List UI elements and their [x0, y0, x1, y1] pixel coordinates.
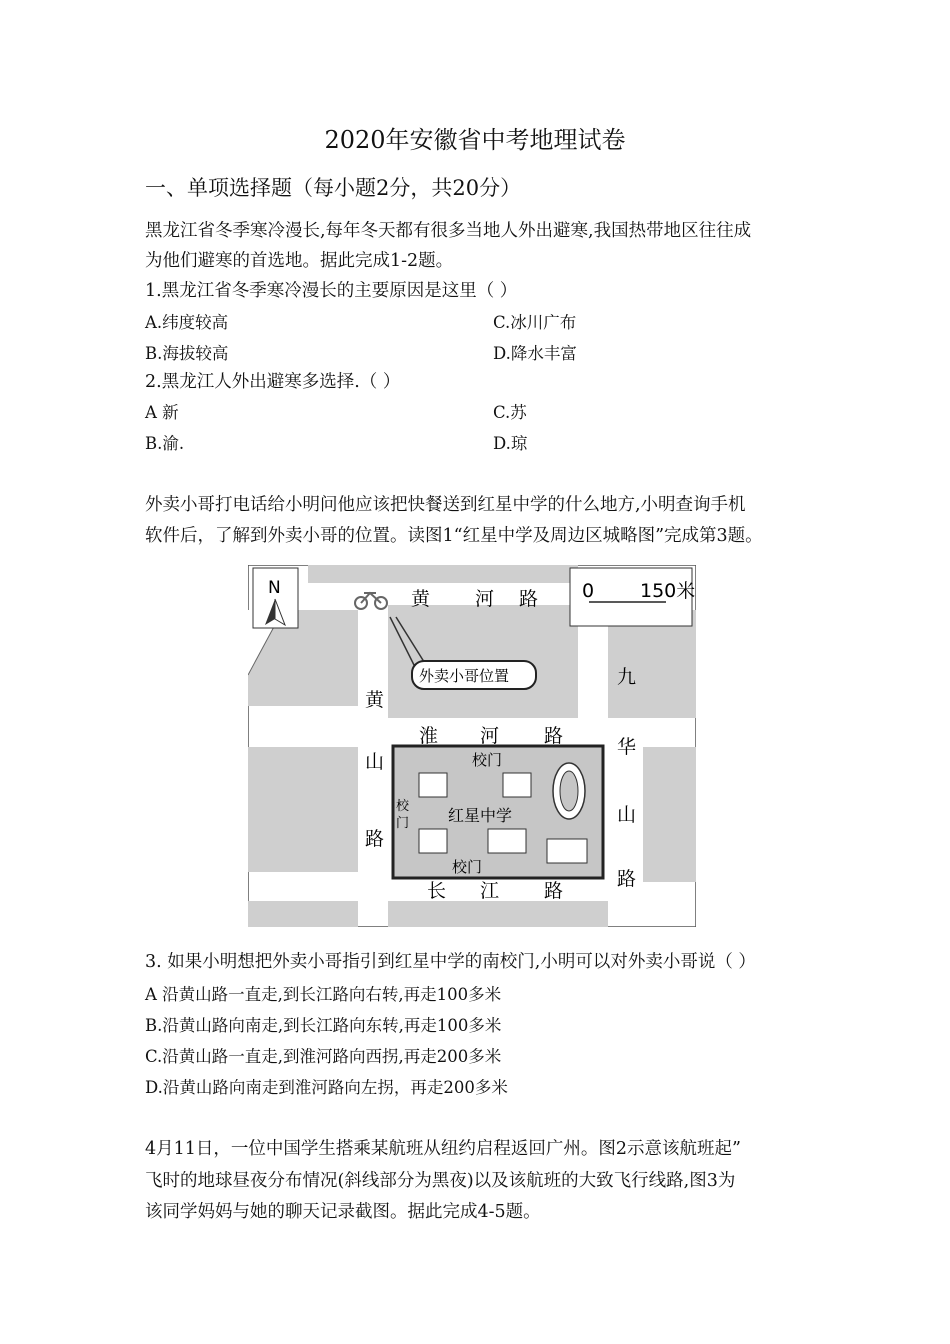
road-huanghe-char: 黄 [411, 588, 431, 610]
block-top [308, 565, 578, 583]
scale-zero: 0 [582, 580, 595, 602]
road-jiuhuashan-char: 路 [617, 868, 637, 890]
q1-option-b: B.海拔较高 [145, 344, 229, 363]
intro1-line2: 为他们避寒的首选地。据此完成1-2题。 [145, 251, 454, 271]
building [419, 773, 447, 797]
intro2-line2: 软件后，了解到外卖小哥的位置。读图1“红星中学及周边区城略图”完成第3题。 [145, 526, 763, 546]
block-w [248, 747, 358, 872]
building [547, 839, 587, 863]
road-jiuhuashan-char: 山 [617, 804, 637, 826]
q3-option-b: B.沿黄山路向南走,到长江路向东转,再走100多米 [145, 1016, 502, 1035]
road-jiuhuashan-char: 九 [617, 666, 637, 688]
road-changjiang-char: 长 [427, 880, 447, 902]
road-huanghe-char: 路 [519, 588, 539, 610]
q2-option-a: A 新 [145, 403, 179, 422]
scale-unit: 150米 [640, 580, 696, 602]
school-name: 红星中学 [448, 806, 513, 825]
block-s [388, 901, 608, 927]
q3-option-c: C.沿黄山路一直走,到淮河路向西拐,再走200多米 [145, 1047, 502, 1066]
road-changjiang-char: 江 [480, 880, 500, 902]
gate-west-label: 门 [396, 816, 410, 831]
block-e [643, 747, 696, 882]
q3-option-d: D.沿黄山路向南走到淮河路向左拐，再走200多米 [145, 1078, 508, 1097]
road-huanghe-char: 河 [475, 588, 495, 610]
q1-option-d: D.降水丰富 [493, 344, 577, 363]
gate-south-label: 校门 [452, 858, 483, 876]
intro2-line1: 外卖小哥打电话给小明问他应该把快餐送到红星中学的什么地方,小明查询手机 [145, 495, 746, 515]
page-title: 2020年安徽省中考地理试卷 [324, 126, 626, 154]
q3-option-a: A 沿黄山路一直走,到长江路向右转,再走100多米 [145, 985, 502, 1004]
intro1-line1: 黑龙江省冬季寒冷漫长,每年冬天都有很多当地人外出避寒,我国热带地区往往成 [145, 221, 752, 241]
q3-stem: 3. 如果小明想把外卖小哥指引到红星中学的南校门,小明可以对外卖小哥说（ ） [145, 952, 756, 972]
road-huangshan-char: 山 [365, 751, 385, 773]
road-changjiang-char: 路 [544, 880, 564, 902]
building [488, 829, 526, 853]
intro3-line2: 飞时的地球昼夜分布情况(斜线部分为黑夜)以及该航班的大致飞行线路,图3为 [145, 1171, 736, 1191]
q1-option-c: C.冰川广布 [493, 313, 577, 332]
q2-option-b: B.渝. [145, 434, 185, 453]
gate-north-label: 校门 [472, 751, 503, 769]
building [503, 773, 531, 797]
north-label: N [268, 578, 281, 598]
q2-option-c: C.苏 [493, 403, 527, 422]
q1-option-a: A.纬度较高 [145, 313, 229, 332]
road-huaihe-char: 路 [544, 725, 564, 747]
block-sw [248, 901, 358, 927]
courier-label: 外卖小哥位置 [419, 667, 510, 685]
road-huaihe-char: 淮 [419, 725, 439, 747]
road-huaihe-char: 河 [480, 725, 500, 747]
q1-stem: 1.黑龙江省冬季寒冷漫长的主要原因是这里（ ） [145, 281, 518, 301]
road-huangshan-char: 黄 [365, 689, 385, 711]
section-heading: 一、单项选择题（每小题2分，共20分） [145, 176, 522, 200]
q2-stem: 2.黑龙江人外出避寒多选择.（ ） [145, 372, 401, 392]
intro3-line3: 该同学妈妈与她的聊天记录截图。据此完成4-5题。 [145, 1202, 541, 1222]
intro3-line1: 4月11日，一位中国学生搭乘某航班从纽约启程返回广州。图2示意该航班起” [145, 1139, 741, 1159]
school-area-map [248, 565, 696, 927]
q2-option-d: D.琼 [493, 434, 528, 453]
road-jiuhuashan-char: 华 [617, 736, 637, 758]
road-huangshan-char: 路 [365, 828, 385, 850]
building [419, 829, 447, 853]
gate-west-label: 校 [396, 799, 410, 814]
